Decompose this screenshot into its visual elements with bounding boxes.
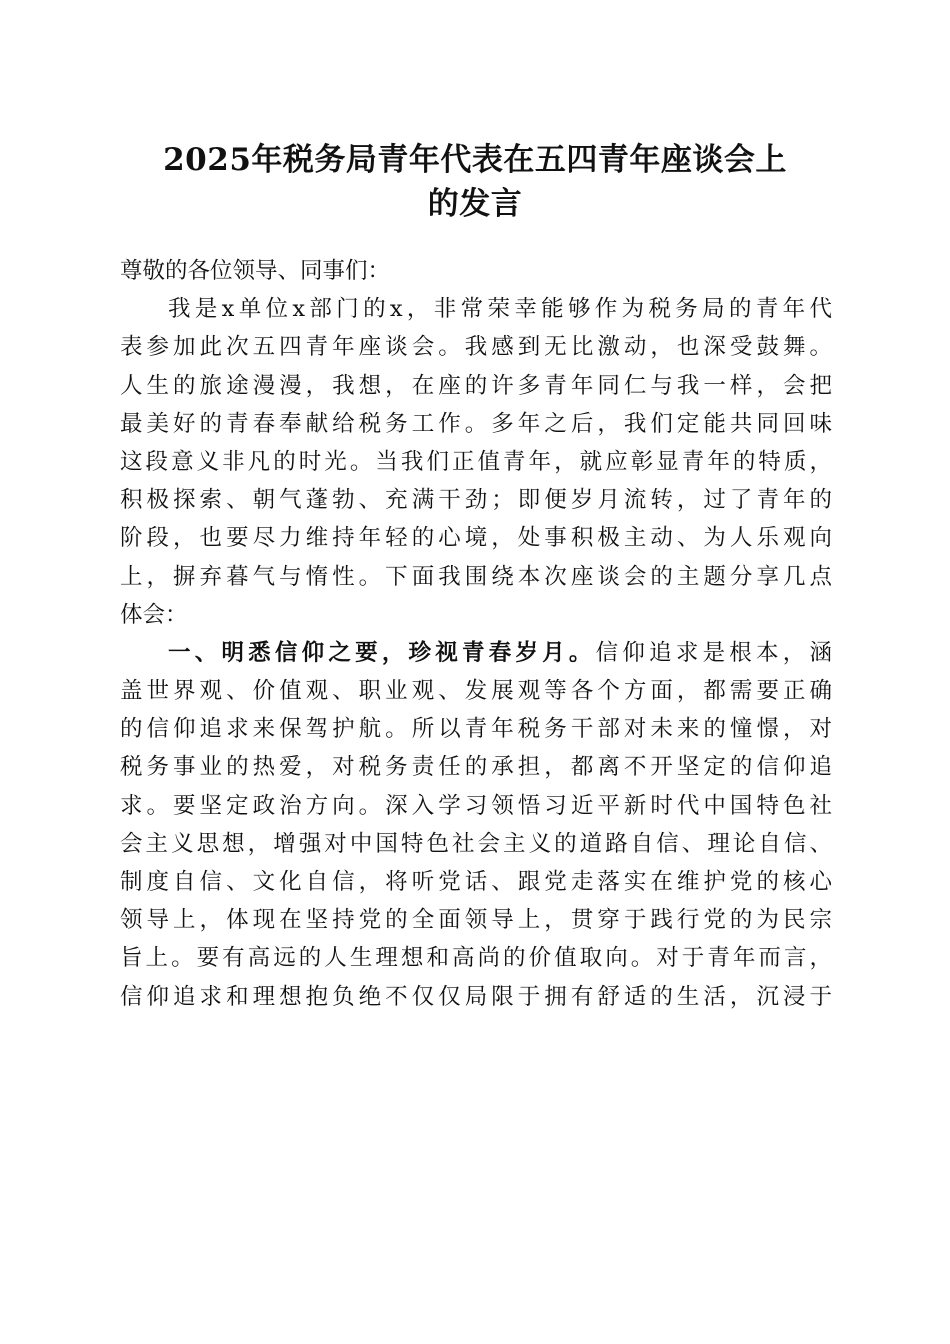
paragraph-1-line-5: 这段意义非凡的时光。当我们正值青年，就应彰显青年的特质， (120, 448, 832, 475)
paragraph-1-line-4: 最美好的青春奉献给税务工作。多年之后，我们定能共同回味 (120, 410, 832, 437)
section-1-line-9: 旨上。要有高远的人生理想和高尚的价值取向。对于青年而言， (120, 945, 832, 972)
paragraph-1-line-9: 体会： (120, 601, 188, 628)
section-1-line-4: 税务事业的热爱，对税务责任的承担，都离不开坚定的信仰追 (120, 754, 832, 781)
section-1-line-5: 求。要坚定政治方向。深入学习领悟习近平新时代中国特色社 (120, 792, 832, 819)
paragraph-1-line-2: 表参加此次五四青年座谈会。我感到无比激动，也深受鼓舞。 (120, 334, 832, 361)
paragraph-1-line-3: 人生的旅途漫漫，我想，在座的许多青年同仁与我一样，会把 (120, 372, 832, 399)
section-1-line-10: 信仰追求和理想抱负绝不仅仅局限于拥有舒适的生活，沉浸于 (120, 983, 832, 1010)
paragraph-1-line-6: 积极探索、朝气蓬勃、充满干劲；即便岁月流转，过了青年的 (120, 487, 832, 514)
paragraph-1-line-7: 阶段，也要尽力维持年轻的心境，处事积极主动、为人乐观向 (120, 525, 832, 552)
title-line-1: 2025年税务局青年代表在五四青年座谈会上 (163, 142, 787, 178)
title-line-2: 的发言 (427, 186, 523, 222)
section-1-line-7: 制度自信、文化自信，将听党话、跟党走落实在维护党的核心 (120, 869, 832, 895)
section-1-heading: 一、明悉信仰之要，珍视青春岁月。 (168, 639, 596, 666)
section-1-first-line (120, 634, 832, 672)
salutation: 尊敬的各位领导、同事们： (120, 258, 391, 284)
document-title (110, 138, 840, 226)
section-1-line-6: 会主义思想，增强对中国特色社会主义的道路自信、理论自信、 (120, 830, 832, 857)
section-1-first-line-text: 信仰追求是根本，涵 (595, 639, 832, 666)
section-1-line-3: 的信仰追求来保驾护航。所以青年税务干部对未来的憧憬，对 (120, 716, 832, 743)
paragraph-1-line-1: 我是x单位x部门的x，非常荣幸能够作为税务局的青年代 (168, 296, 832, 323)
section-1-line-8: 领导上，体现在坚持党的全面领导上，贯穿于践行党的为民宗 (120, 907, 832, 934)
paragraph-1-line-8: 上，摒弃暮气与惰性。下面我围绕本次座谈会的主题分享几点 (120, 563, 832, 590)
section-1-line-2: 盖世界观、价值观、职业观、发展观等各个方面，都需要正确 (120, 678, 832, 705)
document-body (120, 252, 832, 1016)
